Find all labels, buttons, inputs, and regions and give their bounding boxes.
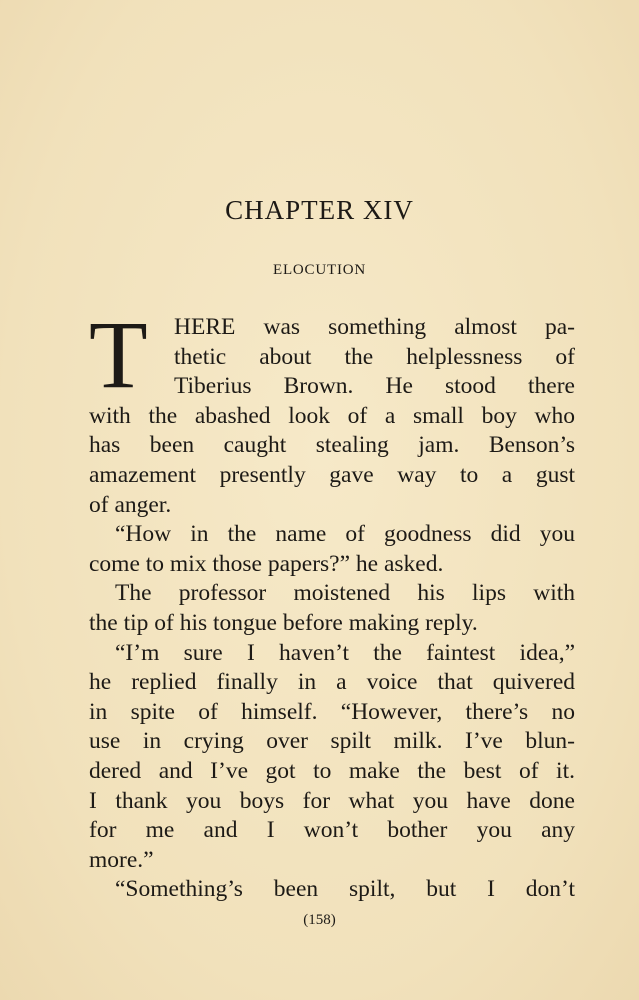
text-line: “Something’s been spilt, but I don’t [115,876,575,903]
text-line: for me and I won’t bother you any [89,817,575,844]
text-line: he replied finally in a voice that quivered [89,669,575,696]
text-line: “I’m sure I haven’t the faintest idea,” [115,639,575,666]
text-line: more.” [89,846,154,873]
text-line: of anger. [89,491,172,518]
text-line: “How in the name of goodness did you [115,521,575,548]
text-line: thetic about the helplessness of [174,343,575,370]
text-line: use in crying over spilt milk. I’ve blun- [89,728,575,755]
text-line: has been caught stealing jam. Benson’s [89,432,575,459]
body-text [89,301,575,905]
text-line: dered and I’ve got to make the best of it. [89,757,575,784]
chapter-title: CHAPTER XIV [225,195,414,225]
text-line: the tip of his tongue before making reply. [89,609,478,636]
chapter-subtitle: ELOCUTION [272,262,367,278]
text-line: amazement presently gave way to a gust [89,461,575,488]
text-line: The professor moistened his lips with [115,580,575,607]
text-line: HERE was something almost pa- [174,314,575,340]
text-line: with the abashed look of a small boy who [89,402,575,429]
text-line: come to mix those papers?” he asked. [89,550,444,577]
drop-cap: T [89,301,148,408]
text-line: I thank you boys for what you have done [89,787,575,814]
page-number: (158) [303,912,336,928]
text-line: in spite of himself. “However, there’s no [89,698,575,725]
text-line: Tiberius Brown. He stood there [174,373,575,400]
